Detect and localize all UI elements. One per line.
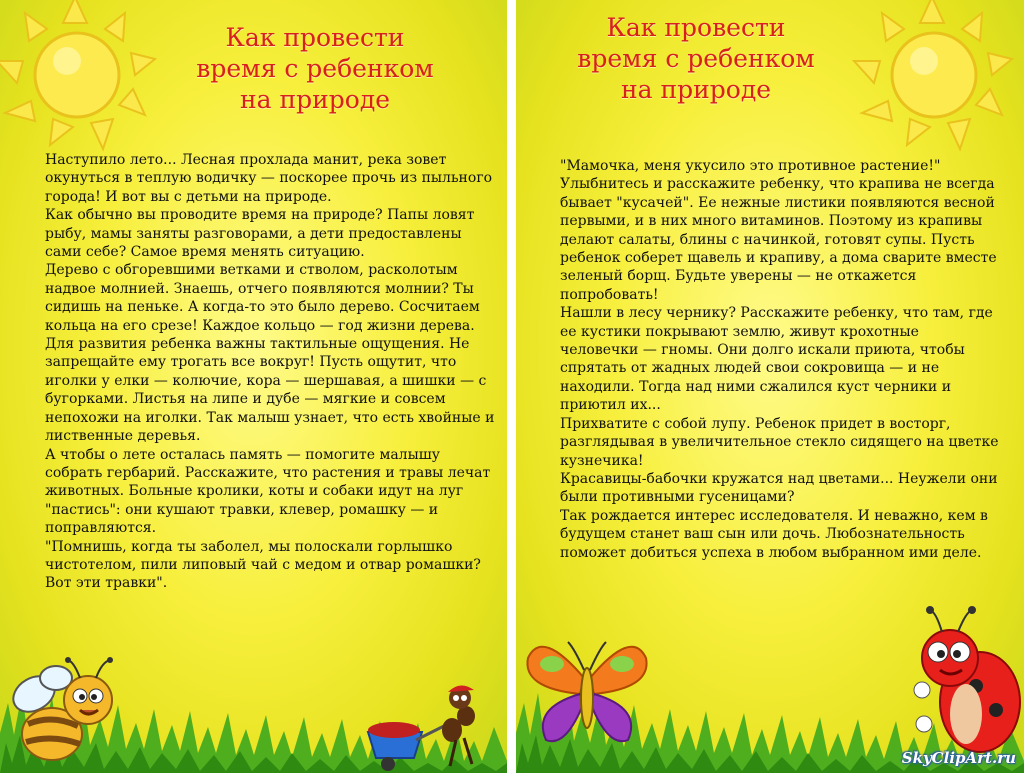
- title-line: на природе: [620, 75, 772, 104]
- paragraph: Нашли в лесу чернику? Расскажите ребенку, что там, где ее кустики покрывают землю, живут крохотные человечки — гномы. Они долго искали приюта, чтобы спрятать от жадных людей свои сокровища — и не находили. Тогда над ними сжалился куст черники и приютил их...: [560, 305, 993, 414]
- title-line: Как провести: [225, 23, 405, 52]
- ladybug-icon: [906, 606, 1024, 756]
- paragraph: Наступило лето... Лесная прохлада манит, река зовет окунуться в теплую водичку — поскорее прочь из пыльного города! И вот вы с детьми на природе.: [45, 152, 493, 205]
- article-text: [45, 151, 495, 593]
- page-title: [150, 22, 480, 115]
- paragraph: Для развития ребенка важны тактильные ощущения. Не запрещайте ему трогать все вокруг! Пусть ощутит, что иголки у елки — колючие, кора — шершавая, а шишки — с бугорками. Листья на липе и дубе — мягкие и совсем непохожи на иголки. Так малыш узнает, что есть хвойные и лиственные деревья.: [45, 336, 495, 445]
- paragraph: Так рождается интерес исследователя. И неважно, кем в будущем станет ваш сын или дочь. Любознательность поможет добиться успеха в любом выбранном ими деле.: [560, 507, 988, 561]
- sun-icon: [852, 0, 1022, 155]
- watermark: SkyClipArt.ru: [901, 749, 1016, 767]
- paragraph: Как обычно вы проводите время на природе? Папы ловят рыбу, мамы заняты разговорами, а дети предоставлены сами себе? Самое время менять ситуацию.: [45, 207, 475, 261]
- paragraph: Дерево с обгоревшими ветками и стволом, расколотым надвое молнией. Знаешь, отчего появляются молнии? Ты сидишь на пеньке. А когда-то это было дерево. Сосчитаем кольца на его срезе! Каждое кольцо — год жизни дерева.: [45, 262, 480, 334]
- paragraph: "Мамочка, меня укусило это противное растение!" Улыбнитесь и расскажите ребенку, что крапива не всегда бывает "кусачей". Ее нежные листики появляются весной первыми, и в них много витаминов. Поэтому из крапивы делают салаты, блины с начинкой, готовят супы. Пусть ребенок соберет щавель и крапиву, а дома сварите вместе зеленый борщ. Будьте уверены — не откажется попробовать!: [560, 158, 997, 303]
- paragraph: "Помнишь, когда ты заболел, мы полоскали горлышко чистотелом, пили липовый чай с медом и отвар ромашки? Вот эти травки".: [45, 538, 481, 592]
- title-line: время с ребенком: [196, 54, 434, 83]
- title-line: на природе: [239, 85, 391, 114]
- ant-with-wheelbarrow-icon: [360, 680, 490, 772]
- paragraph: Прихватите с собой лупу. Ребенок придет в восторг, разглядывая в увеличительное стекло сидящего на цветке кузнечика!: [560, 415, 999, 469]
- title-line: Как провести: [606, 13, 786, 42]
- right-page: [516, 0, 1024, 773]
- butterfly-icon: [522, 628, 652, 753]
- article-text: [560, 157, 1000, 562]
- title-line: время с ребенком: [577, 44, 815, 73]
- page-title: [536, 12, 856, 105]
- paragraph: Красавицы-бабочки кружатся над цветами... Неужели они были противными гусеницами?: [560, 470, 998, 506]
- left-page: [0, 0, 507, 773]
- bee-icon: [4, 652, 124, 767]
- paragraph: А чтобы о лете осталась память — помогите малышу собрать гербарий. Расскажите, что растения и травы лечат животных. Больные кролики, коты и собаки идут на луг "пастись": они кушают травки, клевер, ромашку — и поправляются.: [45, 446, 491, 537]
- sun-icon: [0, 0, 165, 155]
